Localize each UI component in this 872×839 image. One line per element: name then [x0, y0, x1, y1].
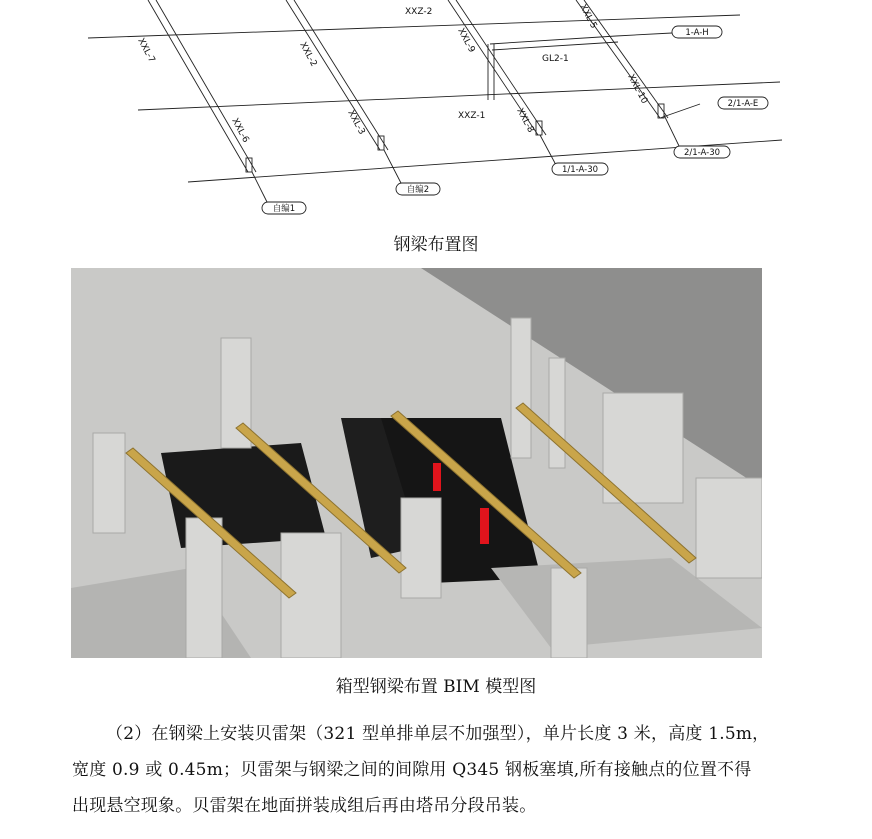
axis-tag-1-a-h: 1-A-H	[685, 28, 709, 38]
paragraph-line-1: （2）在钢梁上安装贝雷架（321 型单排单层不加强型），单片长度 3 米，高度 1.5m，	[106, 724, 770, 744]
label-xxl-9: XXL-9	[455, 26, 477, 55]
figure-2-caption: 箱型钢梁布置 BIM 模型图	[335, 677, 537, 697]
label-xxz-2: XXZ-2	[405, 7, 433, 17]
bim-model-image	[71, 268, 762, 658]
label-xxl-8: XXL-8	[514, 106, 536, 135]
body-paragraph	[72, 716, 812, 824]
axis-tag-self-1: 自编1	[272, 204, 296, 214]
label-xxl-5: XXL-5	[577, 2, 599, 31]
axis-tag-2-1-a-e: 2/1-A-E	[727, 99, 759, 109]
label-xxl-2: XXL-2	[297, 40, 319, 69]
axis-tag-2-1-a-30: 2/1-A-30	[683, 148, 721, 158]
label-gl2-1: GL2-1	[542, 54, 569, 64]
label-xxl-7: XXL-7	[135, 36, 157, 65]
figure-1-caption: 钢梁布置图	[393, 235, 479, 255]
paragraph-line-3: 出现悬空现象。贝雷架在地面拼装成组后再由塔吊分段吊装。	[72, 796, 537, 816]
axis-tag-self-2: 自编2	[406, 185, 430, 195]
label-xxl-3: XXL-3	[345, 108, 367, 137]
label-xxl-10: XXL-10	[625, 72, 650, 106]
label-xxl-6: XXL-6	[229, 116, 251, 145]
steel-beam-layout-drawing	[60, 0, 820, 222]
axis-tag-1-1-a-30: 1/1-A-30	[561, 165, 599, 175]
label-xxz-1: XXZ-1	[458, 111, 486, 121]
paragraph-line-2: 宽度 0.9 或 0.45m；贝雷架与钢梁之间的间隙用 Q345 钢板塞填,所有接触点的位置不得	[72, 760, 752, 780]
